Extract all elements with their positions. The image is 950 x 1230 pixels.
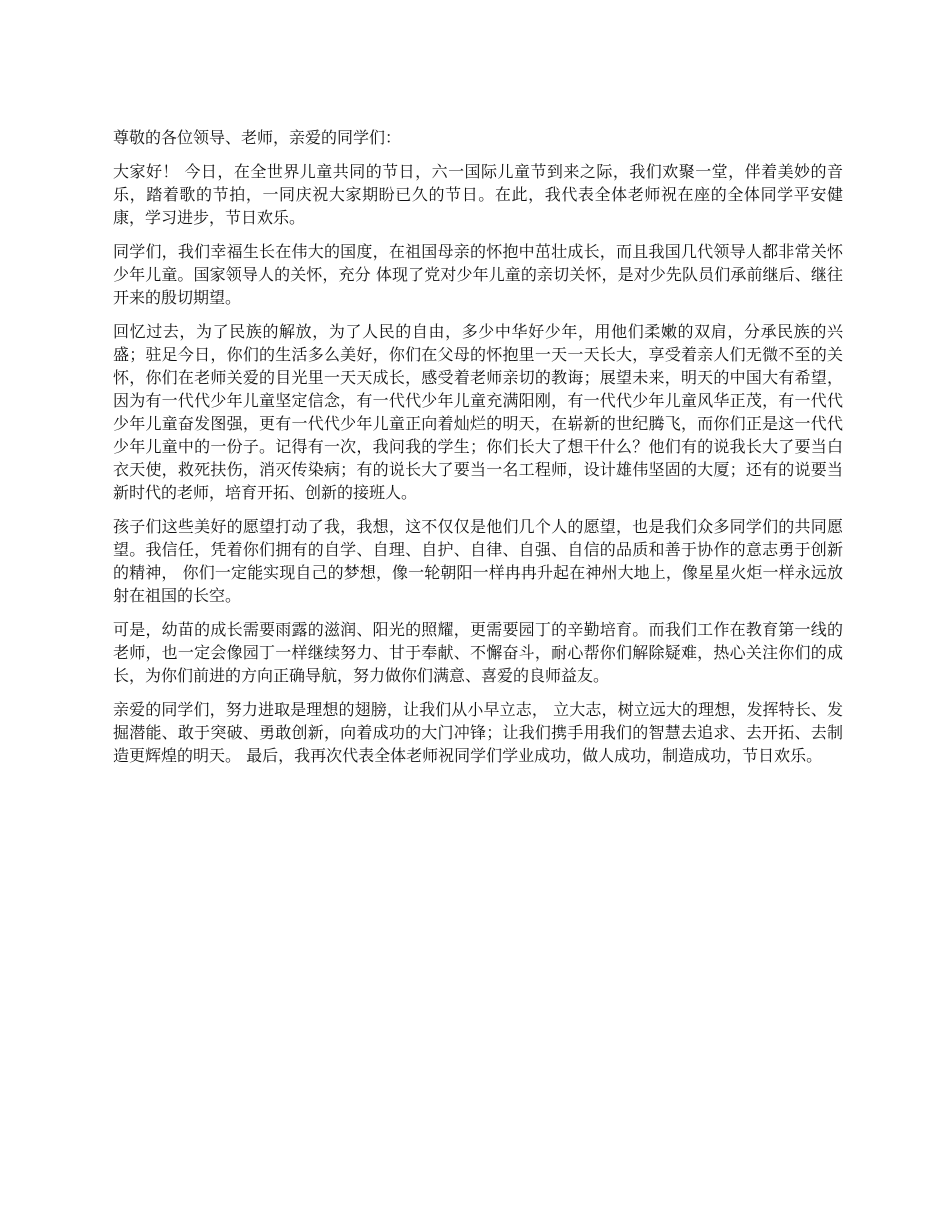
document-body: [113, 126, 843, 778]
greeting-line: 尊敬的各位领导、老师，亲爱的同学们：: [113, 128, 402, 147]
paragraph-1: 大家好！ 今日，在全世界儿童共同的节日，六一国际儿童节到来之际，我们欢聚一堂，伴着美妙的音乐，踏着歌的节拍，一同庆祝大家期盼已久的节日。在此，我代表全体老师祝在座的全体同学平安健康，学习进步，节日欢乐。: [113, 162, 843, 227]
paragraph-2: 同学们，我们幸福生长在伟大的国度，在祖国母亲的怀抱中茁壮成长，而且我国几代领导人都非常关怀少年儿童。国家领导人的关怀，充分 体现了党对少年儿童的亲切关怀，是对少先队员们承前继后、继往开来的殷切期望。: [113, 242, 843, 307]
paragraph-5: 可是，幼苗的成长需要雨露的滋润、阳光的照耀，更需要园丁的辛勤培育。而我们工作在教育第一线的老师，也一定会像园丁一样继续努力、甘于奉献、不懈奋斗，耐心帮你们解除疑难，热心关注你们的成长，为你们前进的方向正确导航，努力做你们满意、喜爱的良师益友。: [113, 620, 843, 685]
paragraph-4: 孩子们这些美好的愿望打动了我，我想，这不仅仅是他们几个人的愿望，也是我们众多同学们的共同愿望。我信任，凭着你们拥有的自学、自理、自护、自律、自强、自信的品质和善于协作的意志勇于创新的精神， 你们一定能实现自己的梦想，像一轮朝阳一样冉冉升起在神州大地上，像星星火炬一样永远放射在祖国的长空。: [113, 517, 843, 605]
paragraph-3: 回忆过去，为了民族的解放，为了人民的自由，多少中华好少年，用他们柔嫩的双肩，分承民族的兴盛；驻足今日，你们的生活多么美好，你们在父母的怀抱里一天一天长大，享受着亲人们无微不至的关怀，你们在老师关爱的目光里一天天成长，感受着老师亲切的教诲；展望未来，明天的中国大有希望，因为有一代代少年儿童坚定信念，有一代代少年儿童充满阳刚，有一代代少年儿童风华正茂，有一代代少年儿童奋发图强，更有一代代少年儿童正向着灿烂的明天，在崭新的世纪腾飞，而你们正是这一代代少年儿童中的一份子。记得有一次，我问我的学生；你们长大了想干什么？他们有的说我长大了要当白衣天使，救死扶伤，消灭传染病；有的说长大了要当一名工程师，设计雄伟坚固的大厦；还有的说要当新时代的老师，培育开拓、创新的接班人。: [113, 322, 843, 502]
paragraph-6: 亲爱的同学们，努力进取是理想的翅膀，让我们从小早立志， 立大志，树立远大的理想，发挥特长、发掘潜能、敢于突破、勇敢创新，向着成功的大门冲锋；让我们携手用我们的智慧去追求、去开拓、去制造更辉煌的明天。 最后，我再次代表全体老师祝同学们学业成功，做人成功，制造成功，节日欢乐。: [113, 700, 843, 765]
